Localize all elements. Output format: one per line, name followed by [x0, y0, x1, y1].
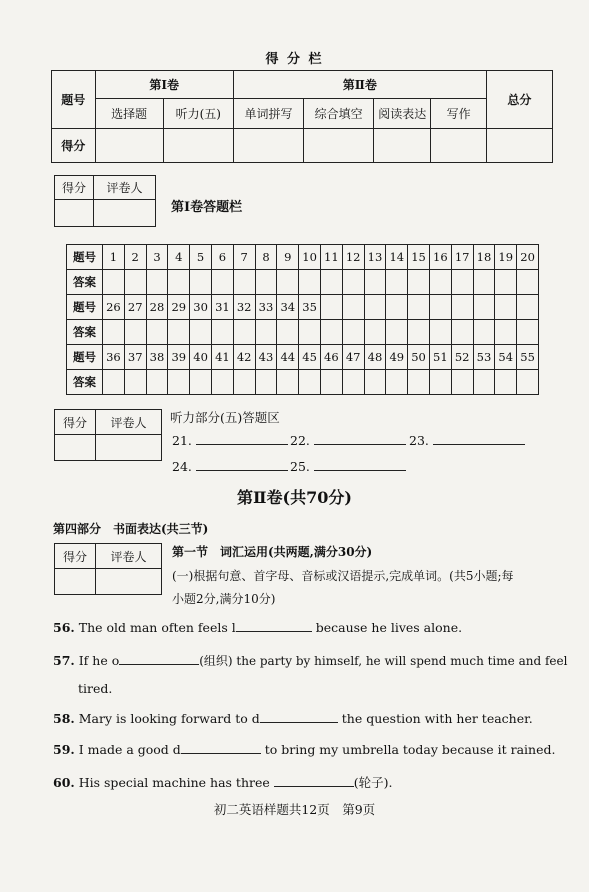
answer-cell[interactable]: [211, 370, 233, 395]
answer-cell[interactable]: [299, 270, 321, 295]
question-text: the question with her teacher.: [341, 711, 533, 726]
question-num: 60.: [53, 775, 75, 790]
grader-score-label: 得分: [55, 410, 96, 435]
q-number: 1: [103, 245, 125, 270]
empty-cell: [517, 320, 539, 345]
question-58: [53, 711, 533, 726]
grader-score-cell[interactable]: [55, 200, 94, 227]
empty-cell: [342, 320, 364, 345]
grader-name-label: 评卷人: [94, 176, 156, 200]
grader-score-cell[interactable]: [55, 435, 96, 461]
listening-item-24: [172, 459, 288, 474]
answer-cell[interactable]: [451, 370, 473, 395]
q-number: 36: [103, 345, 125, 370]
answer-cell[interactable]: [277, 270, 299, 295]
answer-grid-q-label: 题号: [67, 245, 103, 270]
q-number: 16: [429, 245, 451, 270]
listening-num: 23.: [409, 433, 429, 448]
page-footer: 初二英语样题共12页 第9页: [213, 802, 376, 817]
q-number: 6: [211, 245, 233, 270]
grader-score-label: 得分: [55, 544, 96, 569]
score-cell[interactable]: [95, 129, 163, 163]
score-table-qnum-label: 题号: [52, 71, 96, 129]
grader-name-cell[interactable]: [94, 200, 156, 227]
question-text: to bring my umbrella today because it rained.: [264, 742, 556, 757]
empty-cell: [364, 295, 386, 320]
answer-cell[interactable]: [168, 370, 190, 395]
q-number: 54: [495, 345, 517, 370]
instruction-line-1: (一)根据句意、首字母、音标或汉语提示,完成单词。(共5小题;每: [172, 569, 514, 583]
listening-num: 25.: [290, 459, 310, 474]
answer-cell[interactable]: [255, 270, 277, 295]
q-number: 4: [168, 245, 190, 270]
answer-cell[interactable]: [124, 270, 146, 295]
answer-cell[interactable]: [473, 270, 495, 295]
q-number: 52: [451, 345, 473, 370]
empty-cell: [320, 295, 342, 320]
empty-cell: [451, 295, 473, 320]
answer-grid-q-label: 题号: [67, 345, 103, 370]
q-number: 44: [277, 345, 299, 370]
grader-score-label: 得分: [55, 176, 94, 200]
answer-cell[interactable]: [277, 370, 299, 395]
grader-box-2: [54, 409, 162, 461]
q-number: 49: [386, 345, 408, 370]
score-cell[interactable]: [431, 129, 486, 163]
answer-cell[interactable]: [517, 270, 539, 295]
empty-cell: [451, 320, 473, 345]
listening-num: 22.: [290, 433, 310, 448]
q-number: 48: [364, 345, 386, 370]
answer-cell[interactable]: [320, 270, 342, 295]
q-number: 27: [124, 295, 146, 320]
q-number: 38: [146, 345, 168, 370]
answer-cell[interactable]: [364, 270, 386, 295]
score-col-choice: 选择题: [95, 99, 163, 129]
answer-grid-a-label: 答案: [67, 270, 103, 295]
grader-name-label: 评卷人: [96, 544, 162, 569]
answer-cell[interactable]: [386, 270, 408, 295]
answer-cell[interactable]: [168, 320, 190, 345]
answer-blank[interactable]: [260, 722, 338, 723]
question-text: The old man often feels l: [78, 620, 236, 635]
answer-blank[interactable]: [236, 631, 312, 632]
answer-cell[interactable]: [233, 320, 255, 345]
answer-cell[interactable]: [451, 270, 473, 295]
answer-cell[interactable]: [103, 270, 125, 295]
question-56: [53, 620, 462, 635]
answer-cell[interactable]: [364, 370, 386, 395]
grader-box-1: [54, 175, 156, 227]
q-number: 15: [408, 245, 430, 270]
score-table: [51, 70, 553, 163]
question-text: If he o: [78, 653, 120, 668]
answer-cell[interactable]: [299, 370, 321, 395]
question-text: I made a good d: [78, 742, 181, 757]
q-number: 34: [277, 295, 299, 320]
answer-cell[interactable]: [146, 270, 168, 295]
question-text: because he lives alone.: [315, 620, 463, 635]
empty-cell: [364, 320, 386, 345]
question-num: 58.: [53, 711, 75, 726]
part2-title: 第Ⅱ卷(共70分): [237, 488, 352, 507]
score-col-writing: 写作: [431, 99, 486, 129]
q-number: 26: [103, 295, 125, 320]
q-number: 37: [124, 345, 146, 370]
question-60: [53, 773, 393, 791]
q-number: 5: [190, 245, 212, 270]
answer-cell[interactable]: [408, 270, 430, 295]
listening-item-25: [290, 459, 406, 474]
empty-cell: [408, 320, 430, 345]
score-cell[interactable]: [163, 129, 233, 163]
question-57: [53, 652, 567, 669]
score-table-part2: 第Ⅱ卷: [233, 71, 486, 99]
answer-cell[interactable]: [342, 370, 364, 395]
q-number: 55: [517, 345, 539, 370]
listening-blank[interactable]: [196, 444, 288, 445]
listening-item-23: [409, 433, 525, 448]
empty-cell: [473, 320, 495, 345]
score-col-spelling: 单词拼写: [233, 99, 303, 129]
q-number: 18: [473, 245, 495, 270]
question-59: [53, 742, 555, 757]
score-col-reading: 阅读表达: [374, 99, 431, 129]
empty-cell: [386, 320, 408, 345]
score-table-total: 总分: [486, 71, 552, 129]
answer-grid-a-row-2: [67, 320, 539, 345]
listening-blank[interactable]: [433, 444, 525, 445]
answer-cell[interactable]: [211, 320, 233, 345]
answer-cell[interactable]: [146, 320, 168, 345]
q-number: 32: [233, 295, 255, 320]
answer-grid-q-row-3: [67, 345, 539, 370]
answer-cell[interactable]: [255, 320, 277, 345]
score-cell[interactable]: [304, 129, 374, 163]
q-number: 35: [299, 295, 321, 320]
q-number: 28: [146, 295, 168, 320]
answer-cell[interactable]: [517, 370, 539, 395]
q-number: 40: [190, 345, 212, 370]
score-row-label: 得分: [52, 129, 96, 163]
q-number: 11: [320, 245, 342, 270]
empty-cell: [386, 295, 408, 320]
empty-cell: [495, 320, 517, 345]
grader-box-3: [54, 543, 162, 595]
q-number: 33: [255, 295, 277, 320]
answer-grid-a-label: 答案: [67, 320, 103, 345]
question-num: 56.: [53, 620, 75, 635]
score-col-listening: 听力(五): [163, 99, 233, 129]
question-num: 57.: [53, 653, 75, 668]
question-text: His special machine has three: [78, 775, 270, 790]
q-number: 50: [408, 345, 430, 370]
listening-blank[interactable]: [314, 470, 406, 471]
question-text: Mary is looking forward to d: [78, 711, 260, 726]
answer-grid-a-row-1: [67, 270, 539, 295]
question-57-cont: [78, 681, 112, 696]
answer-cell[interactable]: [277, 320, 299, 345]
answer-cell[interactable]: [495, 270, 517, 295]
empty-cell: [429, 295, 451, 320]
listening-num: 21.: [172, 433, 192, 448]
score-col-cloze: 综合填空: [304, 99, 374, 129]
answer-cell[interactable]: [429, 270, 451, 295]
answer-cell[interactable]: [299, 320, 321, 345]
answer-blank[interactable]: [181, 753, 261, 754]
q-number: 29: [168, 295, 190, 320]
q-number: 20: [517, 245, 539, 270]
q-number: 19: [495, 245, 517, 270]
q-number: 43: [255, 345, 277, 370]
q-number: 46: [320, 345, 342, 370]
empty-cell: [473, 295, 495, 320]
answer-grid-q-label: 题号: [67, 295, 103, 320]
q-number: 31: [211, 295, 233, 320]
q-number: 47: [342, 345, 364, 370]
answer-cell[interactable]: [233, 370, 255, 395]
answer-grid: [66, 244, 539, 395]
q-number: 53: [473, 345, 495, 370]
answer-grid-q-row-1: [67, 245, 539, 270]
q-number: 45: [299, 345, 321, 370]
q-number: 8: [255, 245, 277, 270]
q-number: 3: [146, 245, 168, 270]
empty-cell: [408, 295, 430, 320]
question-text: tired.: [78, 681, 113, 696]
listening-title: 听力部分(五)答题区: [170, 410, 280, 425]
score-table-title: 得 分 栏: [265, 52, 324, 67]
q-number: 7: [233, 245, 255, 270]
answer-cell[interactable]: [342, 270, 364, 295]
empty-cell: [342, 295, 364, 320]
q-number: 14: [386, 245, 408, 270]
listening-item-22: [290, 433, 406, 448]
answer-blank[interactable]: [119, 664, 199, 665]
empty-cell: [517, 295, 539, 320]
score-table-part1: 第Ⅰ卷: [95, 71, 233, 99]
answer-cell[interactable]: [211, 270, 233, 295]
answer-grid-a-row-3: [67, 370, 539, 395]
answer-cell[interactable]: [233, 270, 255, 295]
answer-grid-q-row-2: [67, 295, 539, 320]
answer-grid-a-label: 答案: [67, 370, 103, 395]
q-number: 39: [168, 345, 190, 370]
answer-cell[interactable]: [146, 370, 168, 395]
answer-blank[interactable]: [274, 786, 354, 787]
question-text: (组织) the party by himself, he will spend much time and feel: [199, 654, 568, 668]
grader-name-cell[interactable]: [96, 569, 162, 595]
listening-blank[interactable]: [314, 444, 406, 445]
part4-heading: 第四部分 书面表达(共三节): [53, 522, 209, 536]
q-number: 41: [211, 345, 233, 370]
score-cell[interactable]: [486, 129, 552, 163]
score-cell[interactable]: [374, 129, 431, 163]
answer-cell[interactable]: [190, 270, 212, 295]
answer-cell[interactable]: [190, 370, 212, 395]
q-number: 2: [124, 245, 146, 270]
q-number: 9: [277, 245, 299, 270]
answer-cell[interactable]: [473, 370, 495, 395]
answer-cell[interactable]: [386, 370, 408, 395]
answer-cell[interactable]: [103, 370, 125, 395]
answer-cell[interactable]: [103, 320, 125, 345]
q-number: 51: [429, 345, 451, 370]
answer-cell[interactable]: [408, 370, 430, 395]
listening-num: 24.: [172, 459, 192, 474]
answer-cell[interactable]: [190, 320, 212, 345]
answer-cell[interactable]: [320, 370, 342, 395]
answer-cell[interactable]: [168, 270, 190, 295]
question-num: 59.: [53, 742, 75, 757]
q-number: 12: [342, 245, 364, 270]
grader-name-label: 评卷人: [96, 410, 162, 435]
empty-cell: [495, 295, 517, 320]
answer-sheet-title: 第Ⅰ卷答题栏: [171, 200, 243, 215]
answer-cell[interactable]: [495, 370, 517, 395]
answer-cell[interactable]: [124, 320, 146, 345]
instruction-line-2: 小题2分,满分10分): [172, 592, 276, 606]
answer-cell[interactable]: [124, 370, 146, 395]
grader-score-cell[interactable]: [55, 569, 96, 595]
section1-title: 第一节 词汇运用(共两题,满分30分): [172, 545, 373, 559]
answer-cell[interactable]: [255, 370, 277, 395]
empty-cell: [429, 320, 451, 345]
q-number: 17: [451, 245, 473, 270]
empty-cell: [320, 320, 342, 345]
q-number: 10: [299, 245, 321, 270]
listening-blank[interactable]: [196, 470, 288, 471]
listening-item-21: [172, 433, 288, 448]
q-number: 42: [233, 345, 255, 370]
q-number: 13: [364, 245, 386, 270]
score-cell[interactable]: [233, 129, 303, 163]
q-number: 30: [190, 295, 212, 320]
answer-cell[interactable]: [429, 370, 451, 395]
grader-name-cell[interactable]: [96, 435, 162, 461]
question-text: (轮子).: [353, 775, 393, 790]
